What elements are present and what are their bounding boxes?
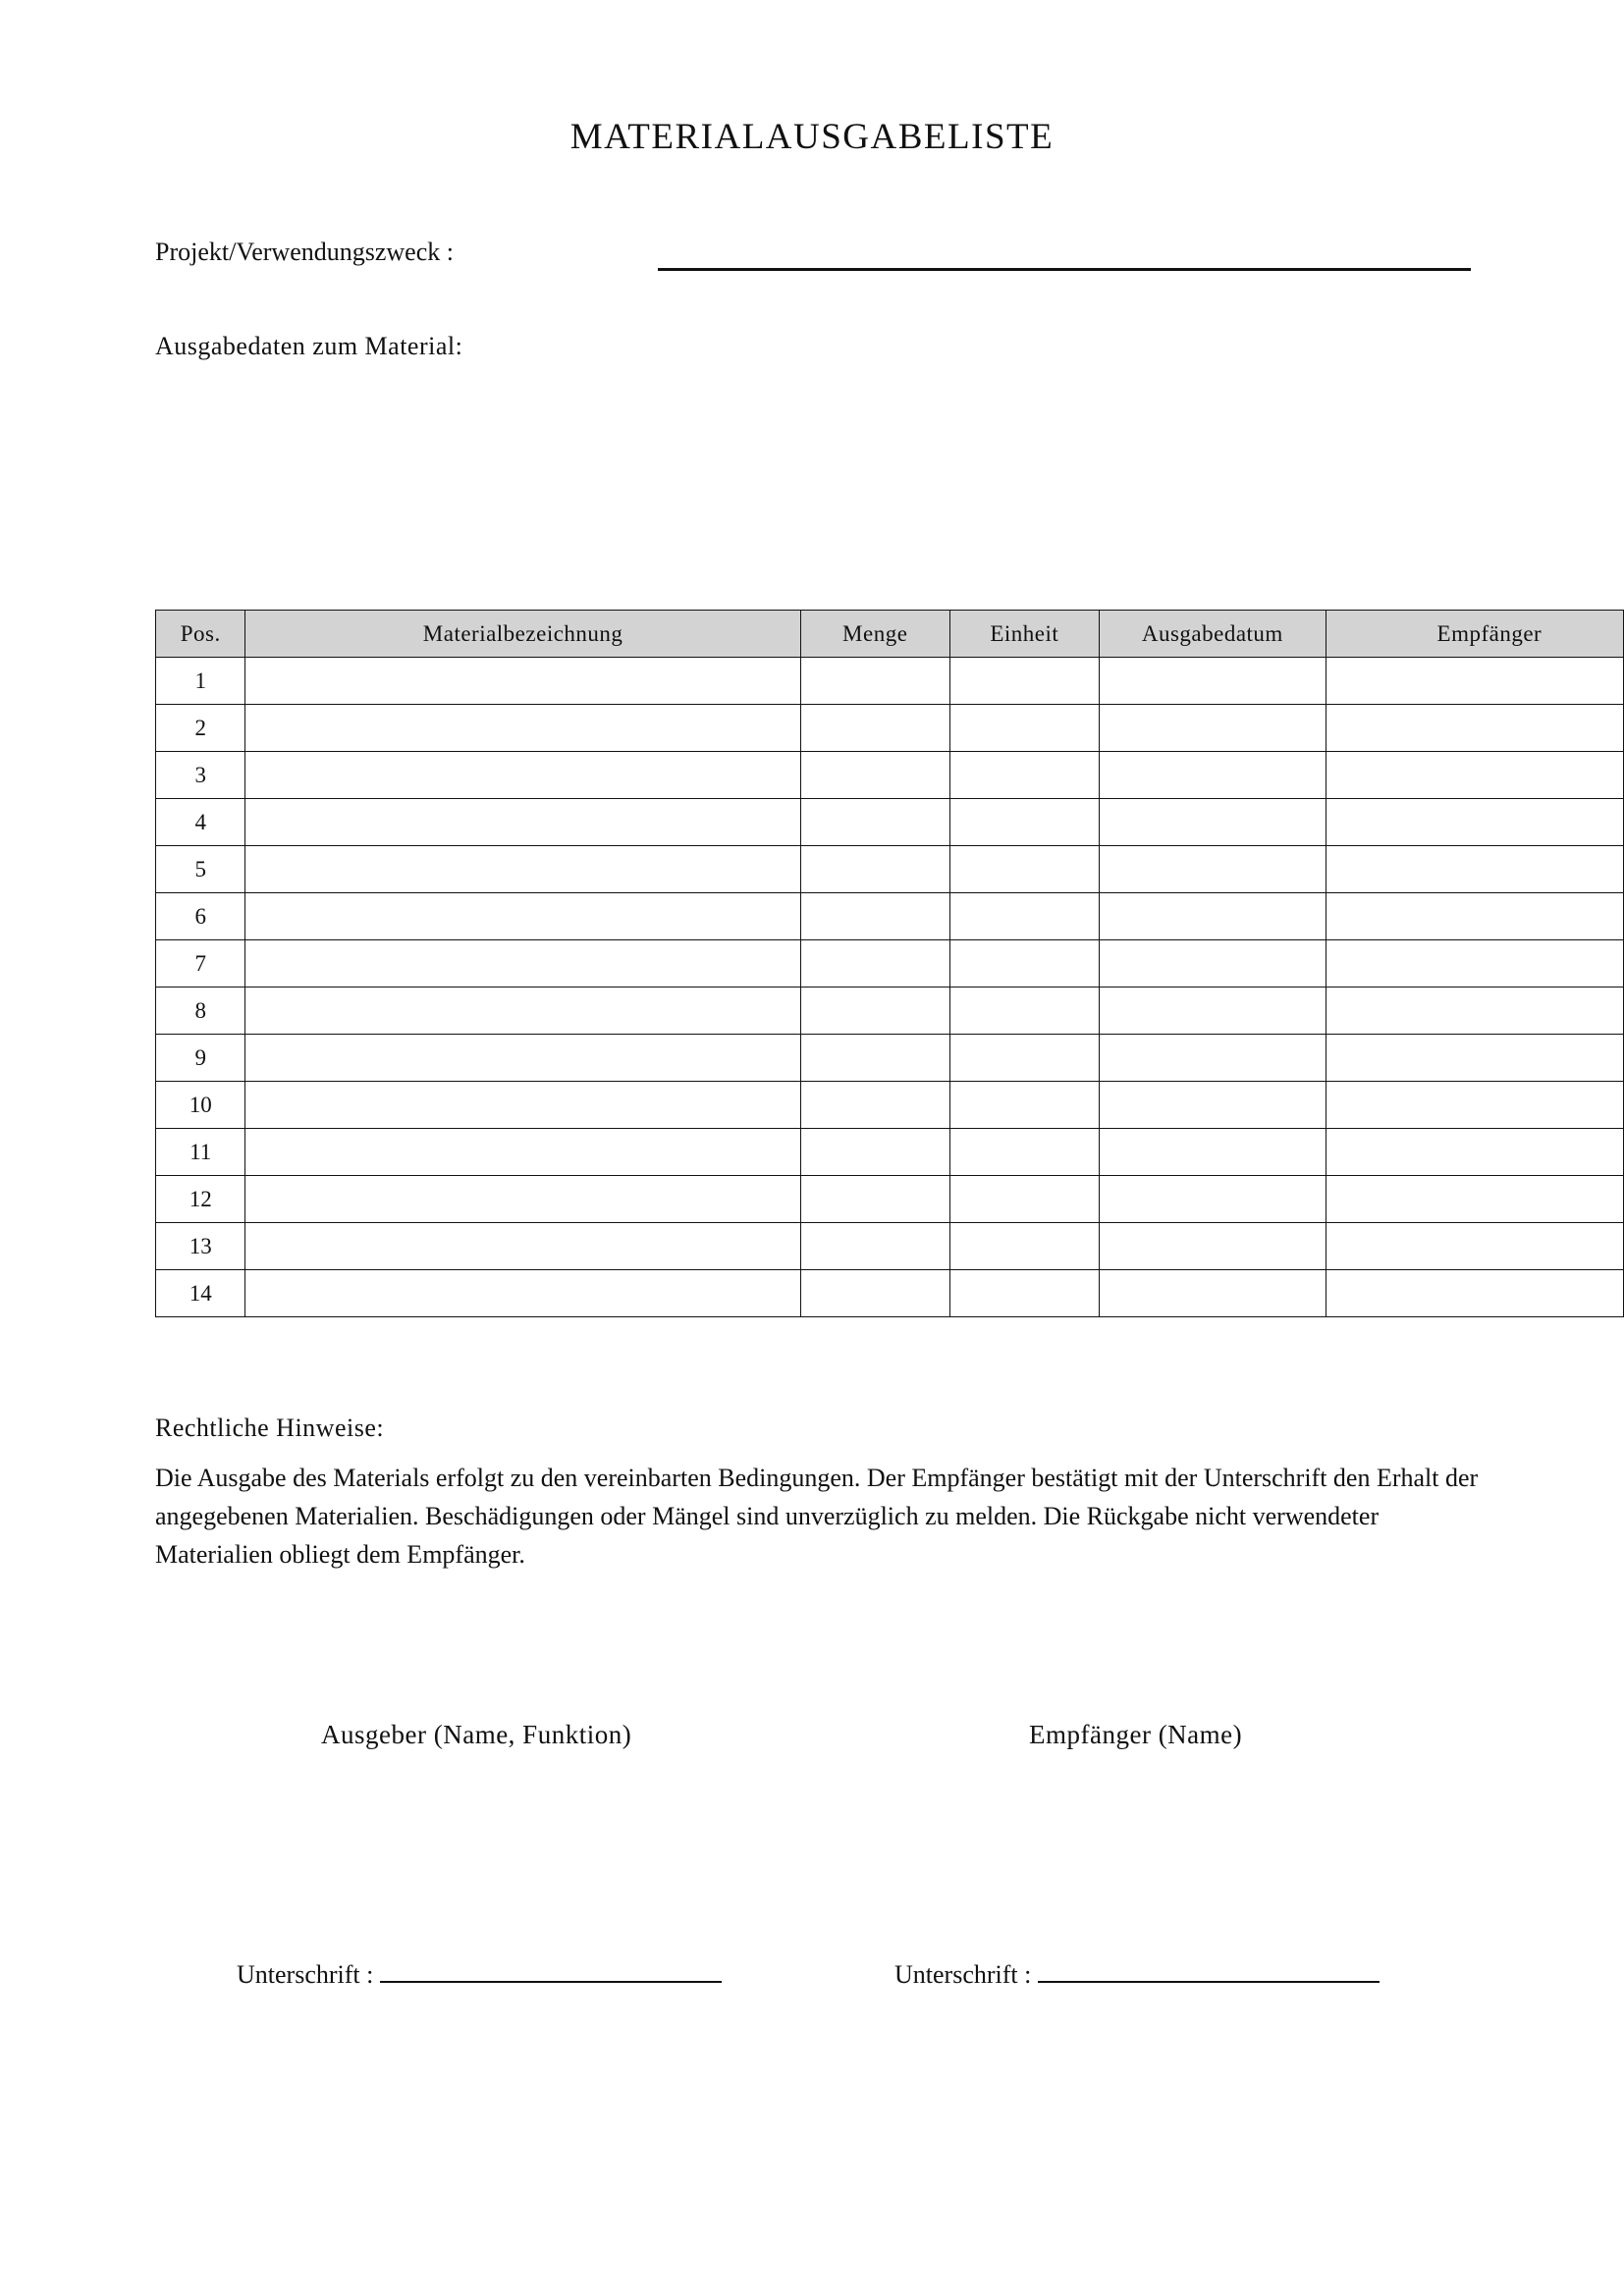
issuer-heading: Ausgeber (Name, Funktion) — [321, 1720, 632, 1749]
table-row — [156, 1129, 1624, 1176]
legal-heading: Rechtliche Hinweise: — [155, 1414, 385, 1442]
table-body — [156, 658, 1624, 1317]
ausgabedatum-cell[interactable] — [1099, 1082, 1326, 1129]
material-cell[interactable] — [245, 705, 800, 752]
einheit-cell[interactable] — [949, 940, 1099, 988]
pos-cell: 10 — [156, 1082, 245, 1129]
issue-data-label: Ausgabedaten zum Material: — [155, 332, 463, 360]
project-label: Projekt/Verwendungszweck : — [155, 238, 454, 266]
pos-cell: 7 — [156, 940, 245, 988]
menge-cell[interactable] — [800, 1035, 949, 1082]
table-row — [156, 752, 1624, 799]
empfaenger-cell[interactable] — [1326, 1176, 1623, 1223]
issuer-signature-label: Unterschrift : — [237, 1960, 374, 1989]
menge-cell[interactable] — [800, 705, 949, 752]
ausgabedatum-cell[interactable] — [1099, 799, 1326, 846]
material-cell[interactable] — [245, 1270, 800, 1317]
pos-cell: 8 — [156, 988, 245, 1035]
material-cell[interactable] — [245, 846, 800, 893]
material-cell[interactable] — [245, 658, 800, 705]
einheit-cell[interactable] — [949, 1176, 1099, 1223]
einheit-cell[interactable] — [949, 752, 1099, 799]
recipient-signature — [894, 1959, 1380, 1990]
pos-cell: 13 — [156, 1223, 245, 1270]
ausgabedatum-cell[interactable] — [1099, 1176, 1326, 1223]
table-row — [156, 1270, 1624, 1317]
menge-cell[interactable] — [800, 988, 949, 1035]
header-menge: Menge — [800, 611, 949, 658]
material-cell[interactable] — [245, 1129, 800, 1176]
issuer-signature-line[interactable] — [380, 1959, 722, 1983]
menge-cell[interactable] — [800, 940, 949, 988]
empfaenger-cell[interactable] — [1326, 893, 1623, 940]
einheit-cell[interactable] — [949, 1082, 1099, 1129]
table-row — [156, 705, 1624, 752]
recipient-signature-line[interactable] — [1038, 1959, 1380, 1983]
issuer-signature — [237, 1959, 722, 1990]
legal-text: Die Ausgabe des Materials erfolgt zu den vereinbarten Bedingungen. Der Empfänger bestätigt mit der Unterschrift den Erhalt der angegebenen Materialien. Beschädigungen oder Mängel sind unverzüglich zu melden. Die Rückgabe nicht verwendeter Materialien obliegt dem Empfänger. — [155, 1464, 1479, 1569]
material-cell[interactable] — [245, 1223, 800, 1270]
header-einheit: Einheit — [949, 611, 1099, 658]
header-empfaenger: Empfänger — [1326, 611, 1623, 658]
table-row — [156, 1035, 1624, 1082]
empfaenger-cell[interactable] — [1326, 846, 1623, 893]
material-cell[interactable] — [245, 988, 800, 1035]
empfaenger-cell[interactable] — [1326, 988, 1623, 1035]
pos-cell: 9 — [156, 1035, 245, 1082]
header-ausgabedatum: Ausgabedatum — [1099, 611, 1326, 658]
table-row — [156, 988, 1624, 1035]
ausgabedatum-cell[interactable] — [1099, 752, 1326, 799]
einheit-cell[interactable] — [949, 1223, 1099, 1270]
menge-cell[interactable] — [800, 846, 949, 893]
ausgabedatum-cell[interactable] — [1099, 1270, 1326, 1317]
menge-cell[interactable] — [800, 1082, 949, 1129]
pos-cell: 6 — [156, 893, 245, 940]
empfaenger-cell[interactable] — [1326, 1035, 1623, 1082]
menge-cell[interactable] — [800, 1223, 949, 1270]
menge-cell[interactable] — [800, 658, 949, 705]
einheit-cell[interactable] — [949, 1270, 1099, 1317]
material-cell[interactable] — [245, 940, 800, 988]
empfaenger-cell[interactable] — [1326, 1223, 1623, 1270]
menge-cell[interactable] — [800, 799, 949, 846]
ausgabedatum-cell[interactable] — [1099, 893, 1326, 940]
pos-cell: 2 — [156, 705, 245, 752]
einheit-cell[interactable] — [949, 988, 1099, 1035]
document-title: MATERIALAUSGABELISTE — [569, 117, 1055, 157]
pos-cell: 11 — [156, 1129, 245, 1176]
einheit-cell[interactable] — [949, 799, 1099, 846]
material-cell[interactable] — [245, 1082, 800, 1129]
empfaenger-cell[interactable] — [1326, 705, 1623, 752]
menge-cell[interactable] — [800, 1270, 949, 1317]
menge-cell[interactable] — [800, 1129, 949, 1176]
pos-cell: 4 — [156, 799, 245, 846]
table-row — [156, 846, 1624, 893]
einheit-cell[interactable] — [949, 846, 1099, 893]
einheit-cell[interactable] — [949, 893, 1099, 940]
table-row — [156, 893, 1624, 940]
pos-cell: 1 — [156, 658, 245, 705]
table-row — [156, 1176, 1624, 1223]
material-cell[interactable] — [245, 893, 800, 940]
menge-cell[interactable] — [800, 752, 949, 799]
empfaenger-cell[interactable] — [1326, 658, 1623, 705]
table-row — [156, 940, 1624, 988]
material-table — [155, 610, 1624, 1317]
einheit-cell[interactable] — [949, 658, 1099, 705]
header-pos: Pos. — [156, 611, 245, 658]
ausgabedatum-cell[interactable] — [1099, 705, 1326, 752]
einheit-cell[interactable] — [949, 705, 1099, 752]
pos-cell: 5 — [156, 846, 245, 893]
ausgabedatum-cell[interactable] — [1099, 1035, 1326, 1082]
einheit-cell[interactable] — [949, 1035, 1099, 1082]
empfaenger-cell[interactable] — [1326, 752, 1623, 799]
material-cell[interactable] — [245, 752, 800, 799]
pos-cell: 14 — [156, 1270, 245, 1317]
empfaenger-cell[interactable] — [1326, 1082, 1623, 1129]
ausgabedatum-cell[interactable] — [1099, 658, 1326, 705]
recipient-signature-label: Unterschrift : — [894, 1960, 1032, 1989]
header-material: Materialbezeichnung — [245, 611, 800, 658]
table-row — [156, 1223, 1624, 1270]
empfaenger-cell[interactable] — [1326, 799, 1623, 846]
ausgabedatum-cell[interactable] — [1099, 940, 1326, 988]
ausgabedatum-cell[interactable] — [1099, 1223, 1326, 1270]
recipient-heading: Empfänger (Name) — [1029, 1720, 1243, 1749]
empfaenger-cell[interactable] — [1326, 940, 1623, 988]
table-row — [156, 799, 1624, 846]
einheit-cell[interactable] — [949, 1129, 1099, 1176]
pos-cell: 12 — [156, 1176, 245, 1223]
table-row — [156, 1082, 1624, 1129]
project-input-line[interactable] — [658, 268, 1471, 271]
ausgabedatum-cell[interactable] — [1099, 1129, 1326, 1176]
menge-cell[interactable] — [800, 893, 949, 940]
ausgabedatum-cell[interactable] — [1099, 988, 1326, 1035]
material-cell[interactable] — [245, 799, 800, 846]
menge-cell[interactable] — [800, 1176, 949, 1223]
empfaenger-cell[interactable] — [1326, 1129, 1623, 1176]
pos-cell: 3 — [156, 752, 245, 799]
empfaenger-cell[interactable] — [1326, 1270, 1623, 1317]
ausgabedatum-cell[interactable] — [1099, 846, 1326, 893]
table-header-row — [156, 611, 1624, 658]
table-row — [156, 658, 1624, 705]
material-cell[interactable] — [245, 1176, 800, 1223]
material-cell[interactable] — [245, 1035, 800, 1082]
